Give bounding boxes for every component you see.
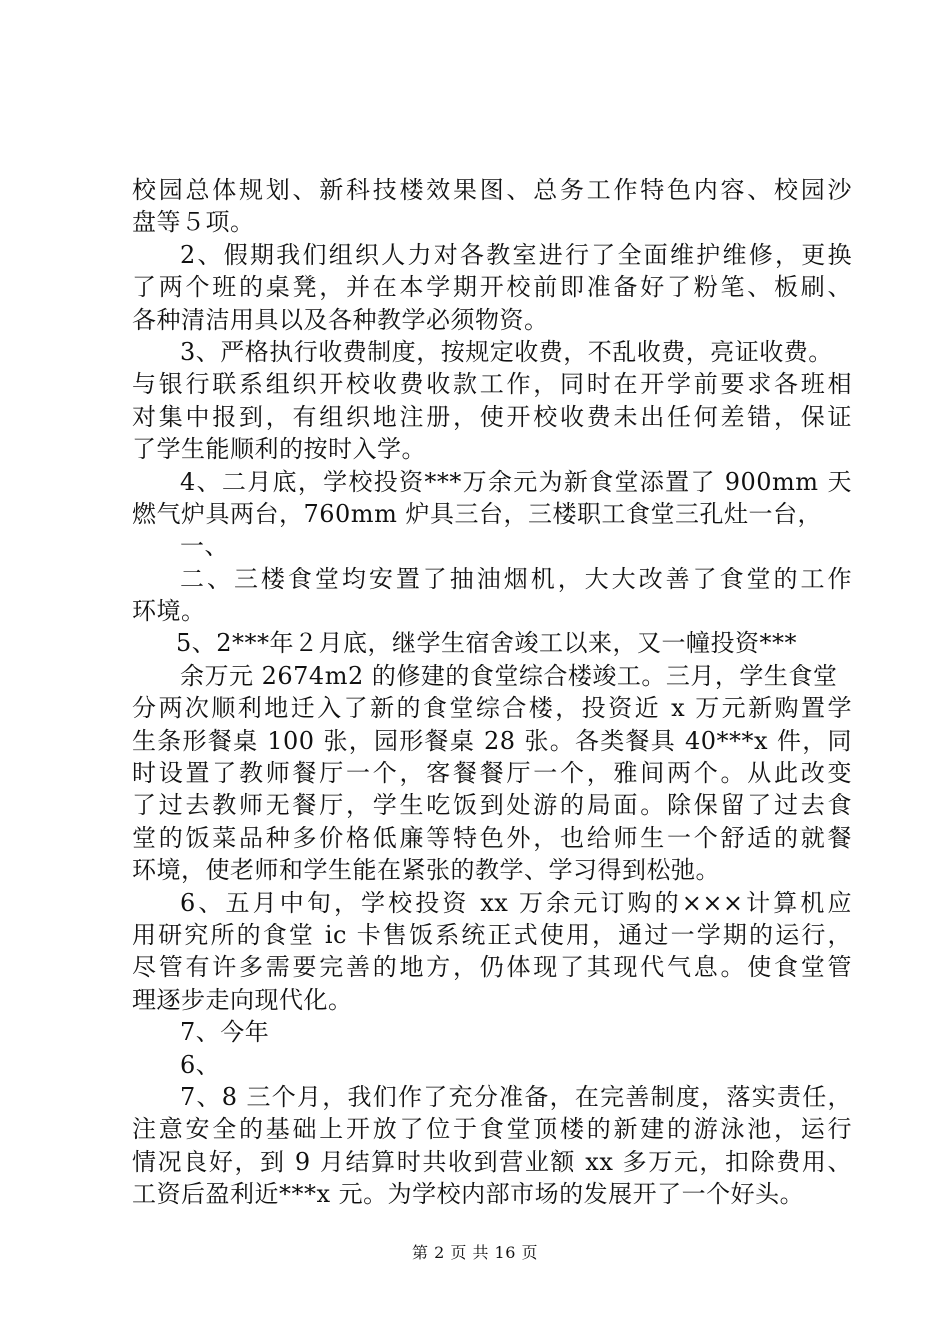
text-line: 环境，使老师和学生能在紧张的教学、学习得到松弛。 — [132, 856, 720, 885]
text-line: 余万元 2674m2 的修建的食堂综合楼竣工。三月，学生食堂 — [180, 661, 838, 690]
text-line: 堂的饭菜品种多价格低廉等特色外，也给师生一个舒适的就餐 — [132, 823, 852, 852]
text-line: 校园总体规划、新科技楼效果图、总务工作特色内容、校园沙 — [132, 176, 852, 204]
paragraph-start: 5、2***年２月底，继学生宿舍竣工以来，又一幢投资*** — [176, 629, 798, 658]
text-line: 注意安全的基础上开放了位于食堂顶楼的新建的游泳池，运行 — [132, 1115, 852, 1144]
text-line: 环境。 — [132, 597, 206, 626]
paragraph-start: 4、二月底，学校投资***万余元为新食堂添置了 900mm 天 — [180, 467, 852, 496]
paragraph-start: 2、假期我们组织人力对各教室进行了全面维护维修，更换 — [180, 240, 852, 269]
document-body — [132, 174, 852, 1211]
paragraph-start: 6、五月中旬，学校投资 xx 万余元订购的×××计算机应 — [180, 888, 852, 917]
text-line: 各种清洁用具以及各种教学必须物资。 — [132, 305, 549, 334]
text-line: 盘等５项。 — [132, 208, 255, 237]
paragraph-start: 7、8 三个月，我们作了充分准备，在完善制度，落实责任， — [180, 1082, 852, 1111]
text-line: 用研究所的食堂 ic 卡售饭系统正式使用，通过一学期的运行， — [132, 920, 852, 949]
paragraph-start: 7、今年 — [180, 1018, 270, 1047]
text-line: 理逐步走向现代化。 — [132, 985, 353, 1014]
text-line: 对集中报到，有组织地注册，使开校收费未出任何差错，保证 — [132, 402, 852, 431]
paragraph-start: 一、 — [180, 532, 229, 561]
text-line: 了过去教师无餐厅，学生吃饭到处游的局面。除保留了过去食 — [132, 791, 852, 820]
text-line: 燃气炉具两台，760mm 炉具三台，三楼职工食堂三孔灶一台， — [132, 499, 822, 528]
text-line: 情况良好，到 9 月结算时共收到营业额 xx 多万元，扣除费用、 — [132, 1147, 852, 1176]
paragraph-start: 3、严格执行收费制度，按规定收费，不乱收费，亮证收费。 — [180, 337, 833, 366]
text-line: 时设置了教师餐厅一个，客餐餐厅一个，雅间两个。从此改变 — [132, 759, 852, 788]
paragraph-start: 二、三楼食堂均安置了抽油烟机，大大改善了食堂的工作 — [180, 564, 852, 593]
text-line: 了学生能顺利的按时入学。 — [132, 435, 426, 464]
paragraph-start: 6、 — [180, 1050, 221, 1079]
page-number-footer: 第 2 页 共 16 页 — [412, 1243, 538, 1262]
text-line: 工资后盈利近***x 元。为学校内部市场的发展开了一个好头。 — [132, 1180, 805, 1209]
text-line: 分两次顺利地迁入了新的食堂综合楼，投资近 x 万元新购置学 — [132, 694, 852, 723]
text-line: 生条形餐桌 100 张，园形餐桌 28 张。各类餐具 40***x 件，同 — [132, 726, 852, 755]
text-line: 了两个班的桌凳，并在本学期开校前即准备好了粉笔、板刷、 — [132, 273, 852, 302]
text-line: 尽管有许多需要完善的地方，仍体现了其现代气息。使食堂管 — [132, 953, 852, 982]
text-line: 与银行联系组织开校收费收款工作，同时在开学前要求各班相 — [132, 370, 852, 399]
